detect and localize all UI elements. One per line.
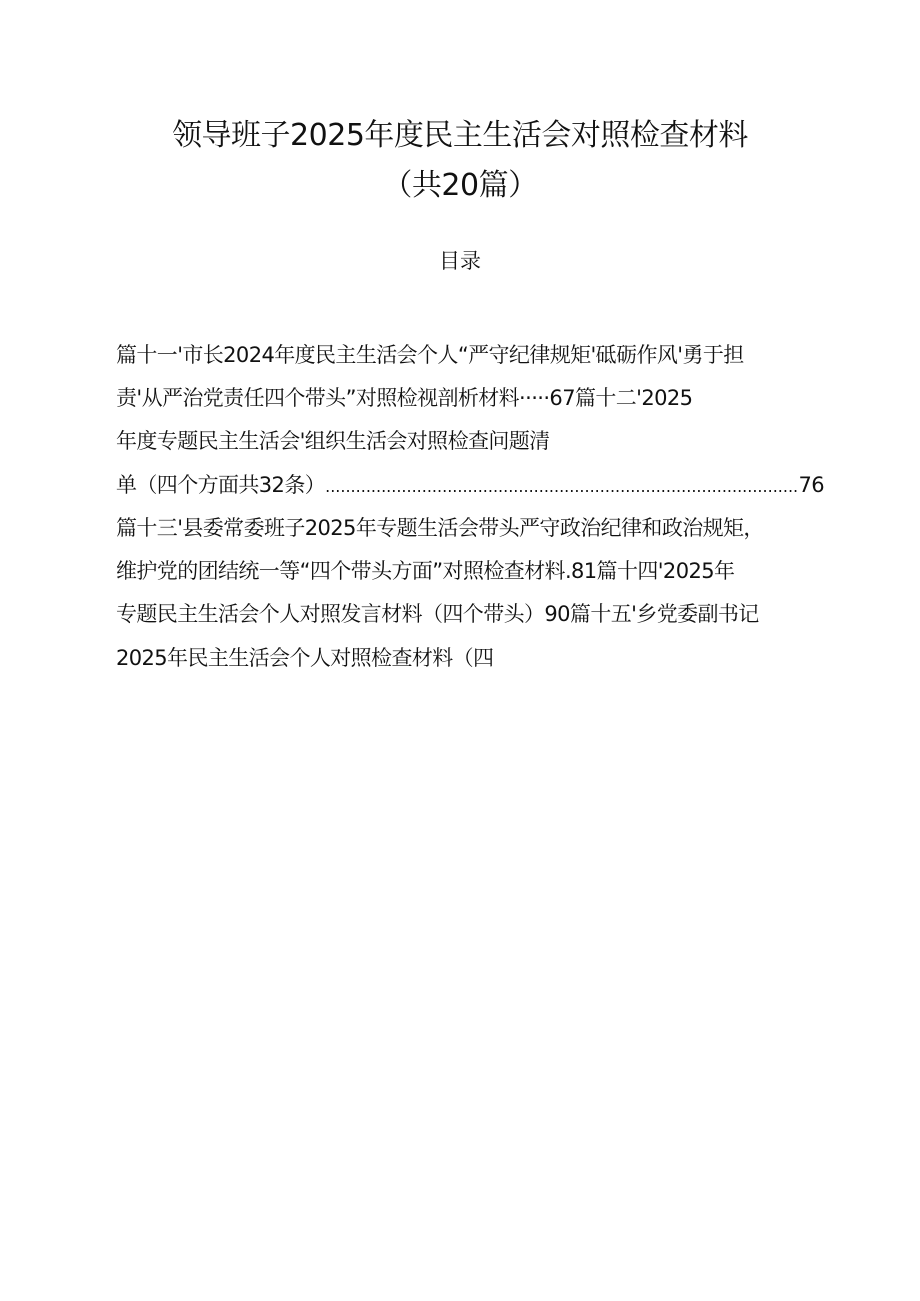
toc-line: 篇十一'市长2024年度民主生活会个人“严守纪律规矩'砥砺作风'勇于担 bbox=[116, 343, 744, 367]
toc-page-number: 76 bbox=[798, 473, 824, 497]
toc-line: 年度专题民主生活会'组织生活会对照检查问题清 bbox=[116, 429, 550, 453]
toc-leader-dots bbox=[325, 472, 798, 502]
toc-heading: 目录 bbox=[439, 249, 481, 273]
toc-line: 维护党的团结统一等“四个带头方面”对照检查材料.81篇十四'2025年 bbox=[116, 559, 735, 583]
document-subtitle: （共20篇） bbox=[382, 168, 538, 203]
toc-line: 责'从严治党责任四个带头”对照检视剖析材料·····67篇十二'2025 bbox=[116, 386, 693, 410]
document-title: 领导班子2025年度民主生活会对照检查材料 bbox=[172, 118, 748, 153]
toc-line: 2025年民主生活会个人对照检查材料（四 bbox=[116, 646, 494, 670]
toc-line: 专题民主生活会个人对照发言材料（四个带头）90篇十五'乡党委副书记 bbox=[116, 602, 759, 626]
toc-entry-dotted bbox=[116, 470, 824, 502]
toc-entry-label: 单（四个方面共32条） bbox=[116, 473, 326, 497]
toc-line: 篇十三'县委常委班子2025年专题生活会带头严守政治纪律和政治规矩， bbox=[116, 516, 764, 540]
